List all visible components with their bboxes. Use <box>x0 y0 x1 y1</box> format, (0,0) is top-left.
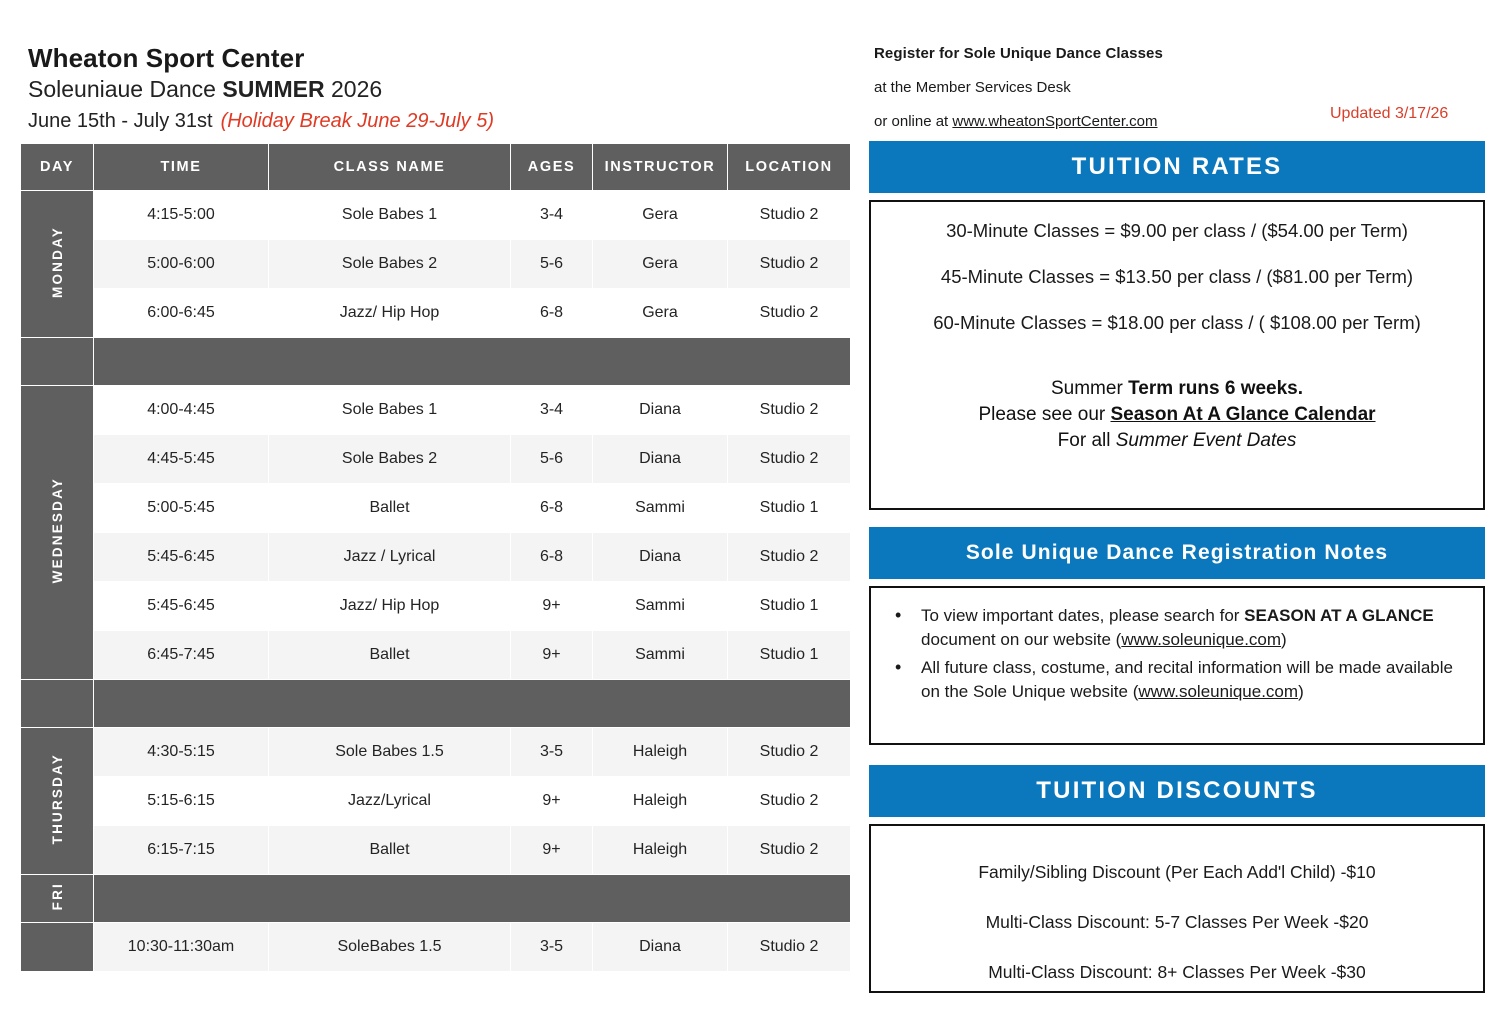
separator-body-cell <box>94 680 851 728</box>
cell-instructor: Sammi <box>593 582 728 631</box>
day-separator-row-friday <box>21 875 851 923</box>
day-cell-friday <box>21 875 94 923</box>
cell-ages: 3-5 <box>511 728 593 777</box>
day-label: WEDNESDAY <box>49 476 65 584</box>
cell-class-name: Sole Babes 2 <box>269 240 511 289</box>
soleunique-website-link-1[interactable]: www.soleunique.com <box>1121 630 1282 650</box>
note1-part-c: ) <box>1281 630 1287 650</box>
cell-class-name: Jazz/ Hip Hop <box>269 289 511 338</box>
wheaton-website-link[interactable]: www.wheatonSportCenter.com <box>952 113 1158 130</box>
register-heading: Register for Sole Unique Dance Classes <box>874 45 1163 62</box>
event-dates-line <box>871 428 1483 454</box>
cell-ages: 9+ <box>511 826 593 875</box>
session-date-range: June 15th - July 31st <box>28 109 213 132</box>
season-at-a-glance-link[interactable]: Season At A Glance Calendar <box>1110 404 1376 426</box>
separator-day-cell <box>21 338 94 386</box>
note2-part-b: ) <box>1298 682 1304 702</box>
cell-time: 6:00-6:45 <box>94 289 269 338</box>
cell-time: 5:45-6:45 <box>94 533 269 582</box>
cell-ages: 3-4 <box>511 191 593 240</box>
cell-class-name: Jazz/ Hip Hop <box>269 582 511 631</box>
cell-instructor: Diana <box>593 533 728 582</box>
cell-class-name: Sole Babes 1 <box>269 386 511 435</box>
cell-instructor: Haleigh <box>593 728 728 777</box>
cell-time: 4:45-5:45 <box>94 435 269 484</box>
cell-class-name: Ballet <box>269 826 511 875</box>
cell-ages: 9+ <box>511 631 593 680</box>
cell-ages: 6-8 <box>511 484 593 533</box>
separator-day-cell <box>21 680 94 728</box>
calendar-prefix: Please see our <box>978 404 1111 426</box>
cell-time: 5:15-6:15 <box>94 777 269 826</box>
rate-line-45min: 45-Minute Classes = $13.50 per class / ($81.00 per Term) <box>940 266 1414 287</box>
list-item <box>885 656 1465 704</box>
cell-instructor: Diana <box>593 923 728 972</box>
cell-class-name: Sole Babes 1 <box>269 191 511 240</box>
cell-ages: 6-8 <box>511 289 593 338</box>
cell-class-name: Sole Babes 1.5 <box>269 728 511 777</box>
column-header-instructor: INSTRUCTOR <box>593 144 728 191</box>
session-dates <box>28 108 848 134</box>
cell-class-name: Jazz / Lyrical <box>269 533 511 582</box>
program-year: 2026 <box>324 76 383 103</box>
table-row <box>21 728 851 777</box>
cell-class-name: Ballet <box>269 631 511 680</box>
table-row <box>21 435 851 484</box>
program-title <box>28 75 848 104</box>
org-name: Wheaton Sport Center <box>28 43 305 73</box>
cell-ages: 6-8 <box>511 533 593 582</box>
registration-notes-title: Sole Unique Dance Registration Notes <box>869 527 1485 579</box>
note2-part-a: All future class, costume, and recital information will be made available on the Sole Unique website ( <box>921 658 1453 702</box>
discount-family-sibling: Family/Sibling Discount (Per Each Add'l Child) -$10 <box>978 862 1376 882</box>
day-separator-row <box>21 680 851 728</box>
table-row <box>21 386 851 435</box>
cell-class-name: SoleBabes 1.5 <box>269 923 511 972</box>
cell-time: 6:45-7:45 <box>94 631 269 680</box>
table-row <box>21 191 851 240</box>
cell-location: Studio 1 <box>728 631 851 680</box>
day-cell-monday <box>21 191 94 338</box>
updated-date: Updated 3/17/26 <box>1330 105 1449 122</box>
cell-instructor: Gera <box>593 191 728 240</box>
program-prefix: Soleuniaue Dance <box>28 76 223 103</box>
cell-time: 5:45-6:45 <box>94 582 269 631</box>
event-dates-emphasis: Summer Event Dates <box>1115 430 1297 452</box>
note1-part-b: document on our website ( <box>921 630 1122 650</box>
cell-ages: 5-6 <box>511 435 593 484</box>
cell-instructor: Gera <box>593 289 728 338</box>
note1-emphasis: SEASON AT A GLANCE <box>1244 606 1434 625</box>
column-header-class-name: CLASS NAME <box>269 144 511 191</box>
cell-ages: 9+ <box>511 582 593 631</box>
cell-location: Studio 1 <box>728 484 851 533</box>
term-length: Term runs 6 weeks. <box>1128 378 1304 399</box>
cell-class-name: Jazz/Lyrical <box>269 777 511 826</box>
cell-time: 4:00-4:45 <box>94 386 269 435</box>
separator-body-cell <box>94 338 851 386</box>
discount-multi-class-8plus: Multi-Class Discount: 8+ Classes Per Week -$30 <box>988 962 1366 982</box>
table-row <box>21 826 851 875</box>
cell-location: Studio 2 <box>728 191 851 240</box>
day-separator-row <box>21 338 851 386</box>
cell-time: 5:00-6:00 <box>94 240 269 289</box>
cell-location: Studio 2 <box>728 533 851 582</box>
rate-line-60min: 60-Minute Classes = $18.00 per class / ( $108.00 per Term) <box>933 312 1421 333</box>
registration-notes-list <box>885 604 1465 705</box>
cell-time: 6:15-7:15 <box>94 826 269 875</box>
cell-location: Studio 2 <box>728 923 851 972</box>
cell-location: Studio 2 <box>728 826 851 875</box>
day-cell-friday-spacer <box>21 923 94 972</box>
column-header-day: DAY <box>21 144 94 191</box>
cell-time: 10:30-11:30am <box>94 923 269 972</box>
registration-notes-panel <box>869 586 1485 745</box>
cell-ages: 3-4 <box>511 386 593 435</box>
calendar-reference-line <box>871 402 1483 428</box>
table-header-row <box>21 144 851 191</box>
class-schedule-table <box>20 143 851 972</box>
table-row <box>21 923 851 972</box>
term-prefix: Summer <box>1050 378 1129 399</box>
document-header <box>28 44 848 134</box>
cell-location: Studio 2 <box>728 728 851 777</box>
register-online-prefix: or online at <box>874 113 953 130</box>
term-info <box>871 376 1483 455</box>
day-cell-wednesday <box>21 386 94 680</box>
cell-instructor: Sammi <box>593 631 728 680</box>
holiday-break-note: (Holiday Break June 29-July 5) <box>220 109 495 132</box>
cell-instructor: Gera <box>593 240 728 289</box>
table-row <box>21 777 851 826</box>
soleunique-website-link-2[interactable]: www.soleunique.com <box>1138 682 1299 702</box>
column-header-time: TIME <box>94 144 269 191</box>
table-row <box>21 631 851 680</box>
table-row <box>21 240 851 289</box>
table-row <box>21 582 851 631</box>
cell-time: 4:30-5:15 <box>94 728 269 777</box>
cell-location: Studio 2 <box>728 240 851 289</box>
day-cell-thursday <box>21 728 94 875</box>
cell-location: Studio 2 <box>728 289 851 338</box>
event-dates-prefix: For all <box>1057 430 1116 452</box>
cell-instructor: Sammi <box>593 484 728 533</box>
cell-class-name: Sole Babes 2 <box>269 435 511 484</box>
cell-instructor: Haleigh <box>593 826 728 875</box>
cell-class-name: Ballet <box>269 484 511 533</box>
list-item <box>885 604 1465 652</box>
table-row <box>21 289 851 338</box>
day-label: THURSDAY <box>49 752 65 845</box>
day-label: MONDAY <box>49 225 65 298</box>
cell-ages: 5-6 <box>511 240 593 289</box>
cell-instructor: Diana <box>593 386 728 435</box>
table-row <box>21 533 851 582</box>
register-location: at the Member Services Desk <box>874 79 1071 96</box>
tuition-discounts-panel <box>869 824 1485 993</box>
cell-location: Studio 1 <box>728 582 851 631</box>
cell-instructor: Diana <box>593 435 728 484</box>
cell-location: Studio 2 <box>728 777 851 826</box>
cell-time: 5:00-5:45 <box>94 484 269 533</box>
cell-instructor: Haleigh <box>593 777 728 826</box>
rate-line-30min: 30-Minute Classes = $9.00 per class / ($54.00 per Term) <box>946 220 1408 241</box>
tuition-discounts-title: TUITION DISCOUNTS <box>869 765 1485 817</box>
discount-multi-class-5-7: Multi-Class Discount: 5-7 Classes Per Week -$20 <box>985 912 1369 932</box>
cell-time: 4:15-5:00 <box>94 191 269 240</box>
program-season: SUMMER <box>222 76 325 103</box>
column-header-ages: AGES <box>511 144 593 191</box>
column-header-location: LOCATION <box>728 144 851 191</box>
term-length-line <box>871 376 1483 402</box>
tuition-rates-panel <box>869 200 1485 510</box>
table-row <box>21 484 851 533</box>
separator-body-cell <box>94 875 851 923</box>
cell-location: Studio 2 <box>728 435 851 484</box>
note1-part-a: To view important dates, please search for <box>921 606 1245 625</box>
tuition-rates-title: TUITION RATES <box>869 141 1485 193</box>
cell-ages: 9+ <box>511 777 593 826</box>
day-label: FRI <box>49 881 65 911</box>
cell-ages: 3-5 <box>511 923 593 972</box>
cell-location: Studio 2 <box>728 386 851 435</box>
